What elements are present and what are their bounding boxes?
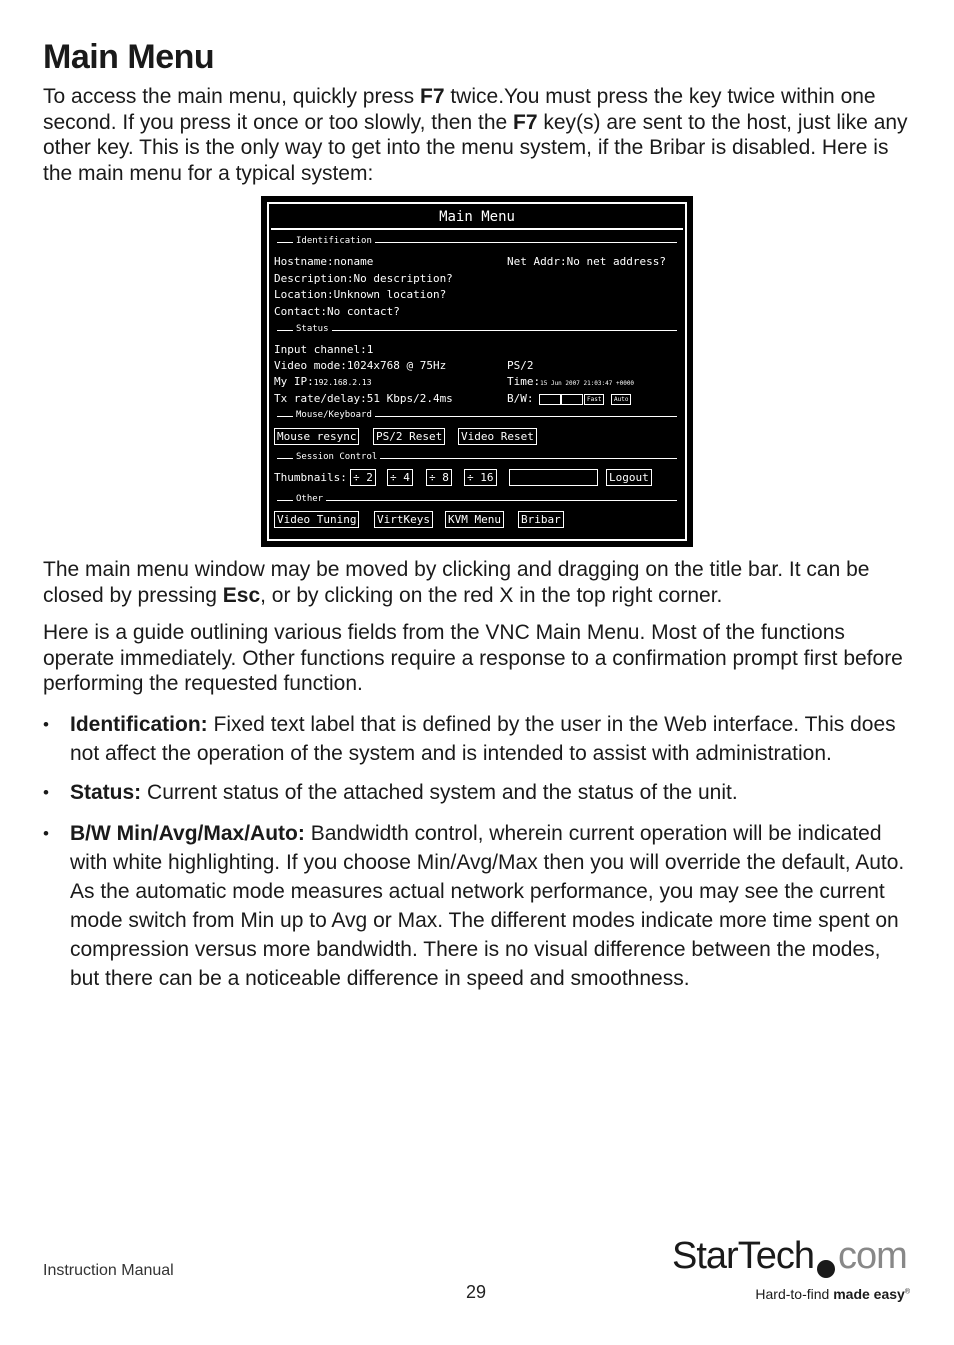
- section-mouse-keyboard: [277, 410, 677, 420]
- thumbnail-preview-box: [509, 469, 598, 486]
- intro-text-1: To access the main menu, quickly press: [43, 85, 420, 108]
- page-number: 29: [466, 1282, 487, 1302]
- section-label: Other: [293, 494, 326, 505]
- section-session-control: [277, 452, 677, 462]
- section-label: Mouse/Keyboard: [293, 410, 375, 421]
- video-mode: Video mode:1024x768 @ 75Hz: [274, 359, 447, 372]
- registered-mark: ®: [904, 1288, 910, 1296]
- mouse-resync-button[interactable]: Mouse resync: [274, 428, 359, 445]
- intro-paragraph: [43, 84, 913, 186]
- tagline-plain: Hard-to-find: [755, 1286, 834, 1302]
- bw-min-button[interactable]: [539, 394, 561, 405]
- video-tuning-button[interactable]: Video Tuning: [274, 511, 359, 528]
- guide-paragraph: Here is a guide outlining various fields from the VNC Main Menu. Most of the functions operate immediately. Other functions require a response to a confirmation prompt first before performing the requested function.: [43, 621, 903, 695]
- logo-tagline: [755, 1286, 910, 1302]
- bullet-term: Identification:: [70, 713, 208, 736]
- time-label: Time:: [507, 375, 541, 388]
- bw-avg-button[interactable]: [561, 394, 583, 405]
- para2-text-2: , or by clicking on the red X in the top right corner.: [260, 583, 723, 607]
- field-list: [43, 710, 913, 993]
- my-ip-value: 192.168.2.13: [313, 378, 372, 387]
- bullet-term: Status:: [70, 781, 142, 804]
- description: Description:No description?: [274, 272, 453, 285]
- logo-wordmark: StarTech: [672, 1235, 814, 1277]
- thumbnail-div-8-button[interactable]: ÷ 8: [426, 469, 452, 486]
- section-identification: [277, 236, 677, 246]
- ps2-reset-button[interactable]: PS/2 Reset: [373, 428, 445, 445]
- kvm-menu-button[interactable]: KVM Menu: [445, 511, 504, 528]
- bw-auto-button[interactable]: Auto: [611, 394, 631, 405]
- tx-rate: Tx rate/delay:51 Kbps/2.4ms: [274, 392, 453, 405]
- bribar-button[interactable]: Bribar: [518, 511, 564, 528]
- bullet-text: Bandwidth control, wherein current operation will be indicated with white highlighting. If you choose Min/Avg/Max then you will override the default, Auto. As the automatic mode measures actual network performance, you may see the current mode switch from Min up to Avg or Max. The different modes indicate more time spent on compression versus more bandwidth. There is no visual difference between the modes, but there can be a noticeable difference in speed and smoothness.: [70, 822, 905, 990]
- bullet-text: Fixed text label that is defined by the user in the Web interface. This does not affect the operation of the system and is intended to assist with administration.: [70, 713, 896, 765]
- main-menu-screenshot: [262, 197, 692, 546]
- section-status: [277, 324, 677, 334]
- key-f7-second: F7: [513, 110, 538, 134]
- tagline-bold: made easy: [833, 1286, 905, 1302]
- intro-text-2: twice.You must press the key twice within one second. If you press it once or too slowly, then the: [43, 85, 876, 134]
- section-label: Session Control: [293, 452, 380, 463]
- logout-button[interactable]: Logout: [606, 469, 652, 486]
- hostname: Hostname:noname: [274, 255, 374, 268]
- location: Location:Unknown location?: [274, 288, 447, 301]
- section-other: [277, 494, 677, 504]
- thumbnail-div-2-button[interactable]: ÷ 2: [350, 469, 376, 486]
- input-channel: Input channel:1: [274, 343, 374, 356]
- menu-window: [267, 202, 687, 541]
- my-ip-label: My IP:: [274, 375, 314, 388]
- time: [507, 375, 634, 390]
- bullet-text: Current status of the attached system and the status of the unit.: [141, 781, 738, 804]
- para2-text-1: The main menu window may be moved by clicking and dragging on the title bar. It can be closed by pressing: [43, 558, 870, 607]
- virtkeys-button[interactable]: VirtKeys: [374, 511, 433, 528]
- ps2-status: PS/2: [507, 359, 534, 372]
- bw-fast-button[interactable]: Fast: [584, 394, 604, 405]
- intro-text-3: key(s) are sent to the host, just like any other key. This is the only way to get into the menu system, if the Bribar is disabled. Here is the main menu for a typical system:: [43, 110, 908, 185]
- move-close-paragraph: [43, 557, 913, 608]
- section-label: Identification: [293, 236, 375, 247]
- contact: Contact:No contact?: [274, 305, 400, 318]
- net-addr: Net Addr:No net address?: [507, 255, 666, 268]
- thumbnail-div-16-button[interactable]: ÷ 16: [464, 469, 497, 486]
- key-esc: Esc: [222, 583, 261, 607]
- list-item: [43, 819, 913, 993]
- footer-label: Instruction Manual: [43, 1262, 174, 1279]
- time-value: 15 Jun 2007 21:03:47 +0000: [540, 380, 635, 387]
- bullet-term: B/W Min/Avg/Max/Auto:: [70, 822, 305, 845]
- video-reset-button[interactable]: Video Reset: [458, 428, 537, 445]
- my-ip: [274, 375, 372, 389]
- thumbnail-div-4-button[interactable]: ÷ 4: [387, 469, 413, 486]
- key-f7: F7: [420, 85, 445, 108]
- startech-logo: [672, 1236, 912, 1308]
- logo-com: com: [838, 1235, 907, 1277]
- list-item: [43, 710, 913, 768]
- bw-label: B/W:: [507, 392, 534, 405]
- list-item: [43, 778, 913, 807]
- page-title: Main Menu: [43, 38, 215, 76]
- logo-dot-icon: [817, 1260, 835, 1278]
- menu-title-bar[interactable]: Main Menu: [271, 206, 683, 230]
- thumbnails-label: Thumbnails:: [274, 471, 347, 484]
- section-label: Status: [293, 324, 332, 335]
